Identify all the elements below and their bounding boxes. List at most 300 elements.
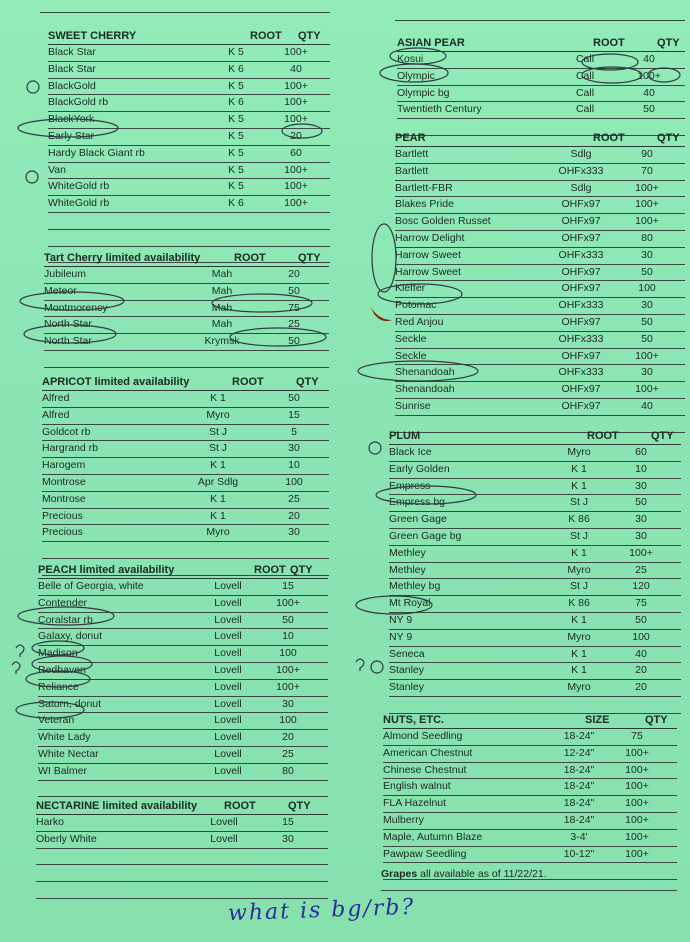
- quantity: 80: [282, 764, 294, 777]
- root-header: ROOT: [593, 37, 625, 49]
- section-asian-pear: [397, 35, 685, 136]
- variety-name: NY 9: [389, 613, 413, 626]
- section-title: SWEET CHERRY: [48, 30, 137, 42]
- quantity: 50: [641, 332, 653, 345]
- quantity: 100+: [276, 663, 300, 676]
- table-row: [397, 69, 685, 86]
- table-row: [38, 646, 328, 663]
- qty-header: QTY: [651, 430, 674, 442]
- table-row: [383, 847, 677, 864]
- qty-header: QTY: [298, 252, 321, 264]
- rootstock: OHFx333: [558, 366, 604, 379]
- qty-header: QTY: [296, 376, 319, 388]
- rootstock: Lovell: [214, 663, 242, 676]
- quantity: 40: [635, 647, 647, 660]
- rootstock: K 1: [210, 492, 226, 505]
- rootstock: OHFx97: [561, 198, 601, 211]
- table-row: [389, 462, 681, 479]
- quantity: 20: [288, 268, 300, 280]
- quantity: 10: [282, 630, 294, 643]
- rootstock: Lovell: [214, 714, 242, 727]
- variety-name: Chinese Chestnut: [383, 763, 467, 776]
- rootstock: Sdlg: [570, 148, 592, 160]
- quantity: 100+: [625, 847, 649, 860]
- root-header: ROOT: [587, 430, 619, 442]
- table-row: [395, 265, 685, 282]
- section-header: [48, 28, 330, 45]
- table-row: [383, 779, 677, 796]
- variety-name: Coralstar rb: [38, 613, 93, 626]
- root-header: ROOT: [234, 252, 266, 264]
- question-mark: [356, 659, 364, 671]
- section-header: [42, 374, 329, 391]
- blank-row: [42, 542, 329, 559]
- table-row: [395, 315, 685, 332]
- section-nuts: [383, 712, 677, 880]
- quantity: 100+: [625, 746, 649, 759]
- section-title: NECTARINE limited availability: [36, 800, 198, 812]
- variety-name: NY 9: [389, 630, 413, 643]
- rootstock: 3-4': [570, 830, 588, 843]
- rule-line: [381, 890, 677, 891]
- blank-row: [44, 351, 329, 368]
- variety-name: English walnut: [383, 780, 451, 793]
- variety-name: Twentieth Century: [397, 103, 482, 116]
- table-row: [383, 746, 677, 763]
- rootstock: K 5: [228, 113, 244, 126]
- quantity: 100: [632, 630, 650, 643]
- table-row: [42, 509, 329, 526]
- rootstock: St J: [569, 529, 589, 542]
- row-list: [38, 579, 328, 797]
- rootstock: Call: [575, 53, 595, 65]
- variety-name: Green Gage bg: [389, 529, 462, 542]
- quantity: 100+: [284, 46, 308, 58]
- quantity: 20: [288, 509, 300, 522]
- quantity: 100: [285, 475, 303, 488]
- qty-header: QTY: [657, 37, 680, 49]
- rootstock: K 1: [571, 462, 587, 475]
- blank-row: [36, 882, 328, 899]
- section-title: Tart Cherry limited availability: [44, 252, 201, 264]
- quantity: 75: [288, 301, 300, 314]
- table-row: [42, 475, 329, 492]
- quantity: 20: [635, 664, 647, 677]
- variety-name: Kieffer: [395, 282, 426, 295]
- quantity: 100+: [635, 349, 659, 362]
- row-list: [383, 729, 677, 880]
- rootstock: OHFx97: [561, 215, 601, 228]
- rootstock: OHFx97: [561, 383, 601, 396]
- quantity: 100+: [284, 113, 308, 126]
- table-row: [395, 298, 685, 315]
- rootstock: K 1: [571, 479, 587, 492]
- quantity: 25: [282, 747, 294, 760]
- table-row: [395, 197, 685, 214]
- variety-name: WI Balmer: [38, 764, 88, 777]
- table-row: [48, 62, 330, 79]
- table-row: [44, 284, 329, 301]
- variety-name: Jubileum: [44, 268, 87, 280]
- question-mark: [12, 662, 20, 674]
- rootstock: Myro: [567, 563, 591, 576]
- variety-name: Shenandoah: [395, 366, 455, 379]
- quantity: 15: [282, 816, 294, 828]
- rootstock: K 1: [571, 613, 587, 626]
- variety-name: Contender: [38, 596, 88, 609]
- table-row: [397, 86, 685, 103]
- quantity: 20: [282, 731, 294, 744]
- rootstock: 18-24": [563, 763, 595, 776]
- variety-name: Redhaven: [38, 663, 86, 676]
- quantity: 100: [279, 714, 297, 727]
- table-row: [395, 382, 685, 399]
- table-row: [383, 813, 677, 830]
- table-row: [389, 546, 681, 563]
- table-row: [389, 663, 681, 680]
- variety-name: Red Anjou: [395, 315, 444, 328]
- variety-name: Bosc Golden Russet: [395, 215, 491, 228]
- variety-name: Blakes Pride: [395, 198, 454, 211]
- rootstock: 10-12": [563, 847, 595, 860]
- rootstock: Myro: [206, 408, 230, 421]
- variety-name: Madison: [38, 647, 78, 660]
- variety-name: Montmorency: [44, 301, 108, 314]
- quantity: 100+: [625, 780, 649, 793]
- rootstock: OHFx97: [561, 399, 601, 412]
- rootstock: Myro: [567, 681, 591, 694]
- section-header: [397, 35, 685, 52]
- quantity: 100+: [276, 680, 300, 693]
- variety-name: FLA Hazelnut: [383, 797, 447, 810]
- quantity: 15: [288, 408, 300, 421]
- rootstock: K 1: [571, 664, 587, 677]
- rootstock: St J: [208, 425, 228, 438]
- quantity: 25: [288, 318, 300, 331]
- table-row: [44, 317, 329, 334]
- variety-name: Methley: [389, 563, 426, 576]
- table-row: [389, 630, 681, 647]
- section-header: [389, 428, 681, 445]
- quantity: 30: [635, 513, 647, 526]
- bracket-harrow: [372, 224, 396, 292]
- variety-name: Harrow Delight: [395, 231, 465, 244]
- table-row: [395, 164, 685, 181]
- rootstock: St J: [569, 580, 589, 593]
- table-row: [48, 95, 330, 112]
- variety-name: North Star: [44, 318, 92, 331]
- table-row: [44, 267, 329, 284]
- rootstock: OHFx97: [561, 349, 601, 362]
- variety-name: BlackYork: [48, 113, 95, 126]
- rootstock: 18-24": [563, 780, 595, 793]
- rootstock: Lovell: [210, 832, 238, 845]
- row-list: [395, 147, 685, 433]
- rootstock: K 5: [228, 79, 244, 92]
- qty-header: QTY: [290, 564, 313, 576]
- blank-row: [48, 213, 330, 230]
- blank-row: [36, 849, 328, 866]
- section-title: NUTS, ETC.: [383, 714, 445, 726]
- quantity: 100+: [625, 830, 649, 843]
- quantity: 100+: [629, 546, 653, 559]
- section-header: [395, 130, 685, 147]
- grapes-availability: all available as of 11/22/21.: [417, 868, 547, 880]
- table-row: [38, 629, 328, 646]
- variety-name: Black Star: [48, 46, 96, 58]
- root-header: ROOT: [232, 376, 264, 388]
- section-pear: [395, 130, 685, 433]
- variety-name: Bartlett-FBR: [395, 181, 453, 194]
- variety-name: Sunrise: [395, 399, 431, 412]
- table-row: [48, 129, 330, 146]
- table-row: [389, 613, 681, 630]
- check-circle-mark: [371, 661, 383, 673]
- rootstock: 18-24": [563, 813, 595, 826]
- rootstock: OHFx97: [561, 315, 601, 328]
- rootstock: Krymsk: [204, 335, 240, 348]
- table-row: [389, 512, 681, 529]
- variety-name: Alfred: [42, 392, 70, 404]
- variety-name: Seckle: [395, 332, 427, 345]
- variety-name: White Nectar: [38, 747, 99, 760]
- rootstock: St J: [208, 442, 228, 455]
- table-row: [395, 214, 685, 231]
- rootstock: Mah: [211, 301, 233, 314]
- rootstock: Myro: [206, 526, 230, 539]
- variety-name: Black Ice: [389, 446, 432, 458]
- quantity: 100+: [284, 163, 308, 176]
- variety-name: Alfred: [42, 408, 70, 421]
- variety-name: Methley bg: [389, 580, 441, 593]
- quantity: 100+: [635, 181, 659, 194]
- quantity: 30: [282, 832, 294, 845]
- quantity: 100+: [284, 197, 308, 210]
- variety-name: Oberly White: [36, 832, 97, 845]
- table-row: [42, 425, 329, 442]
- table-row: [44, 301, 329, 318]
- quantity: 10: [635, 462, 647, 475]
- variety-name: Montrose: [42, 492, 86, 505]
- table-row: [395, 181, 685, 198]
- root-header: ROOT: [250, 30, 282, 42]
- variety-name: Green Gage: [389, 513, 447, 526]
- variety-name: White Lady: [38, 731, 91, 744]
- rootstock: K 86: [568, 513, 590, 526]
- quantity: 30: [282, 697, 294, 710]
- quantity: 40: [641, 399, 653, 412]
- table-row: [395, 399, 685, 416]
- table-row: [383, 796, 677, 813]
- variety-name: BlackGold rb: [48, 96, 109, 109]
- table-row: [48, 179, 330, 196]
- variety-name: WhiteGold rb: [48, 180, 110, 193]
- quantity: 30: [641, 248, 653, 261]
- variety-name: Early Star: [48, 129, 95, 142]
- table-row: [48, 79, 330, 96]
- variety-name: Early Golden: [389, 462, 450, 475]
- section-title: ASIAN PEAR: [397, 37, 465, 49]
- table-row: [395, 365, 685, 382]
- quantity: 100+: [625, 763, 649, 776]
- variety-name: Reliance: [38, 680, 79, 693]
- quantity: 25: [288, 492, 300, 505]
- variety-name: American Chestnut: [383, 746, 473, 759]
- table-row: [395, 349, 685, 366]
- check-circle-mark: [27, 81, 39, 93]
- section-nectarine: [36, 798, 328, 899]
- table-row: [38, 713, 328, 730]
- rootstock: Lovell: [214, 764, 242, 777]
- variety-name: Stanley: [389, 664, 425, 677]
- table-row: [38, 663, 328, 680]
- quantity: 40: [643, 53, 655, 65]
- root-header: ROOT: [224, 800, 256, 812]
- quantity: 100+: [625, 813, 649, 826]
- row-list: [48, 45, 330, 263]
- rootstock: OHFx333: [558, 332, 604, 345]
- table-row: [48, 45, 330, 62]
- rootstock: Lovell: [214, 747, 242, 760]
- variety-name: Hargrand rb: [42, 442, 99, 455]
- rootstock: K 6: [228, 62, 244, 75]
- table-row: [383, 763, 677, 780]
- quantity: 25: [635, 563, 647, 576]
- table-row: [48, 112, 330, 129]
- variety-name: Precious: [42, 509, 83, 522]
- variety-name: Montrose: [42, 475, 86, 488]
- rootstock: Apr Sdlg: [197, 475, 239, 488]
- variety-name: Olympic: [397, 69, 435, 82]
- table-row: [38, 764, 328, 781]
- variety-name: Van: [48, 163, 66, 176]
- variety-name: Almond Seedling: [383, 730, 463, 742]
- rootstock: K 6: [228, 197, 244, 210]
- section-title: PEAR: [395, 132, 426, 144]
- section-tart-cherry: [44, 250, 329, 368]
- quantity: 50: [288, 335, 300, 348]
- quantity: 50: [635, 613, 647, 626]
- section-sweet-cherry: [48, 28, 330, 263]
- rootstock: 18-24": [563, 730, 595, 742]
- variety-name: Black Star: [48, 62, 96, 75]
- variety-name: Maple, Autumn Blaze: [383, 830, 483, 843]
- quantity: 90: [641, 148, 653, 160]
- quantity: 100+: [284, 180, 308, 193]
- rootstock: Lovell: [214, 680, 242, 693]
- variety-name: Empress: [389, 479, 431, 492]
- quantity: 75: [635, 597, 647, 610]
- rootstock: 12-24": [563, 746, 595, 759]
- variety-name: Veteran: [38, 714, 75, 727]
- table-row: [38, 730, 328, 747]
- variety-name: Seckle: [395, 349, 427, 362]
- table-row: [44, 334, 329, 351]
- quantity: 5: [291, 425, 297, 438]
- quantity: 100+: [625, 797, 649, 810]
- quantity: 30: [288, 442, 300, 455]
- quantity: 100+: [635, 215, 659, 228]
- section-title: PLUM: [389, 430, 421, 442]
- rootstock: K 1: [210, 459, 226, 472]
- table-row: [395, 332, 685, 349]
- quantity: 120: [632, 580, 650, 593]
- quantity: 50: [288, 284, 300, 297]
- section-plum: [389, 428, 681, 714]
- rootstock: K 86: [568, 597, 590, 610]
- section-apricot: [42, 374, 329, 576]
- quantity: 100+: [637, 69, 661, 82]
- quantity: 50: [282, 613, 294, 626]
- grapes-label: Grapes: [381, 868, 418, 880]
- rootstock: K 5: [228, 163, 244, 176]
- rootstock: K 5: [228, 146, 244, 159]
- row-list: [389, 445, 681, 714]
- rootstock: 18-24": [563, 797, 595, 810]
- quantity: 100+: [284, 79, 308, 92]
- rootstock: Sdlg: [570, 181, 592, 194]
- quantity: 50: [635, 496, 647, 509]
- variety-name: North Star: [44, 335, 92, 348]
- variety-name: BlackGold: [48, 79, 96, 92]
- quantity: 75: [631, 730, 643, 742]
- table-row: [42, 492, 329, 509]
- rootstock: Mah: [211, 284, 233, 297]
- quantity: 50: [641, 265, 653, 278]
- variety-name: Saturn, donut: [38, 697, 102, 710]
- quantity: 20: [290, 129, 302, 142]
- table-row: [38, 596, 328, 613]
- quantity: 30: [288, 526, 300, 539]
- rootstock: OHFx333: [558, 248, 604, 261]
- table-row: [48, 146, 330, 163]
- rootstock: Call: [575, 86, 595, 99]
- quantity: 30: [635, 479, 647, 492]
- quantity: 100: [638, 282, 656, 295]
- rootstock: Lovell: [214, 697, 242, 710]
- rootstock: K 1: [571, 647, 587, 660]
- quantity: 70: [641, 164, 653, 177]
- stain-mark: [370, 306, 392, 321]
- rootstock: Mah: [211, 318, 233, 331]
- quantity: 30: [635, 529, 647, 542]
- root-header: ROOT: [254, 564, 286, 576]
- quantity: 100+: [276, 596, 300, 609]
- rootstock: K 6: [228, 96, 244, 109]
- table-row: [389, 647, 681, 664]
- table-row: [42, 408, 329, 425]
- variety-name: Precious: [42, 526, 83, 539]
- variety-name: Olympic bg: [397, 86, 450, 99]
- check-circle-mark: [369, 442, 381, 454]
- table-row: [397, 52, 685, 69]
- rootstock: Call: [575, 69, 595, 82]
- table-row: [42, 441, 329, 458]
- table-row: [38, 613, 328, 630]
- table-row: [42, 458, 329, 475]
- variety-name: Mt Royal: [389, 597, 431, 610]
- variety-name: Pawpaw Seedling: [383, 847, 467, 860]
- section-title: PEACH limited availability: [38, 564, 175, 576]
- quantity: 40: [290, 62, 302, 75]
- rootstock: OHFx333: [558, 299, 604, 312]
- table-row: [38, 680, 328, 697]
- table-row: [383, 830, 677, 847]
- root-header: ROOT: [593, 132, 625, 144]
- variety-name: Belle of Georgia, white: [38, 580, 144, 592]
- row-list: [397, 52, 685, 136]
- quantity: 60: [635, 446, 647, 458]
